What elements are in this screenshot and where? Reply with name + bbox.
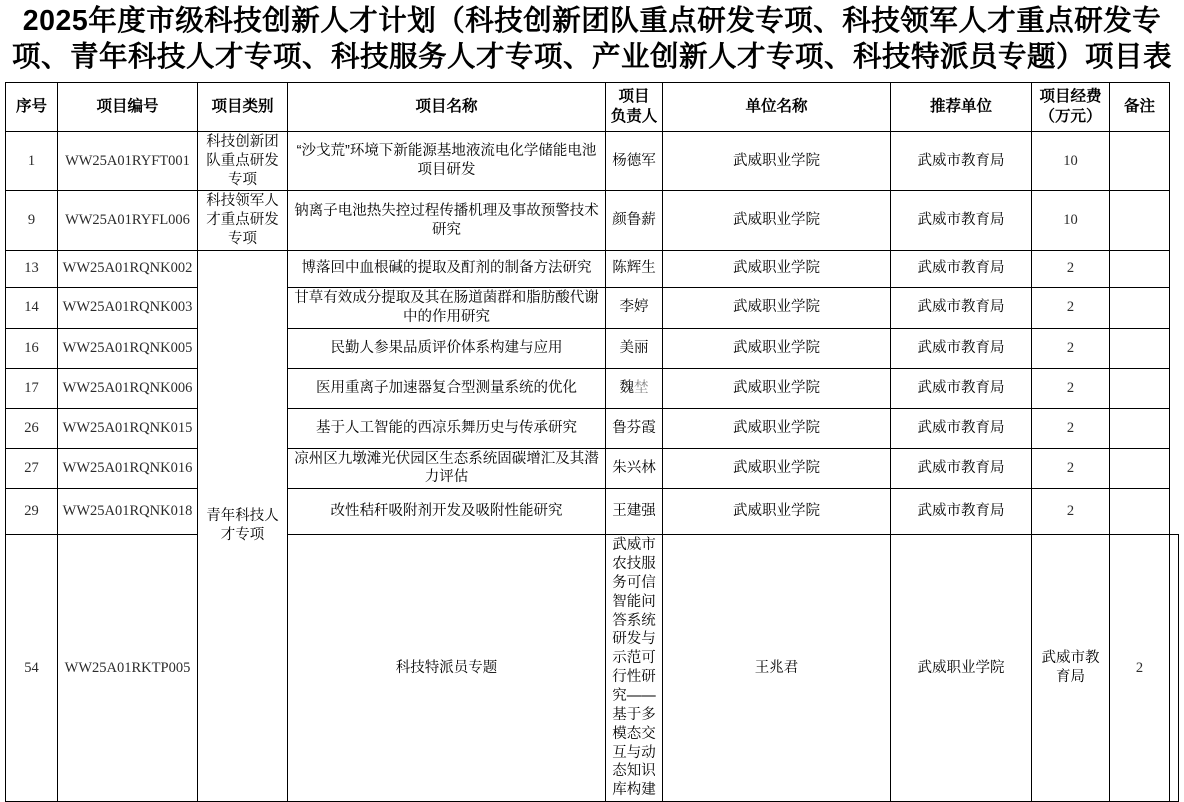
- cell-recommender: 武威市教育局: [891, 250, 1032, 287]
- cell-project-category: 科技领军人才重点研发专项: [198, 191, 288, 251]
- cell-org-name: 武威职业学院: [663, 250, 891, 287]
- header-recommender: 推荐单位: [891, 82, 1032, 131]
- cell-project-name: 武威市农技服务可信智能问答系统研发与示范可行性研究——基于多模态交互与动态知识库构建: [606, 535, 663, 802]
- cell-org-name: 武威职业学院: [663, 489, 891, 535]
- cell-project-leader: [606, 408, 663, 448]
- cell-org-name: 武威职业学院: [663, 328, 891, 368]
- cell-org-name: 武威职业学院: [663, 191, 891, 251]
- cell-note: [1110, 250, 1170, 287]
- cell-funding: 2: [1032, 408, 1110, 448]
- cell-project-code: WW25A01RQNK006: [58, 368, 198, 408]
- cell-funding: 2: [1032, 287, 1110, 328]
- cell-recommender: 武威市教育局: [1032, 535, 1110, 802]
- cell-recommender: 武威市教育局: [891, 131, 1032, 191]
- cell-project-leader: [606, 287, 663, 328]
- cell-project-code: WW25A01RQNK018: [58, 489, 198, 535]
- cell-note: [1110, 408, 1170, 448]
- header-seq: 序号: [6, 82, 58, 131]
- header-project-leader: 项目 负责人: [606, 82, 663, 131]
- leader-name: 颜鲁薪: [612, 212, 656, 229]
- cell-project-code: WW25A01RQNK005: [58, 328, 198, 368]
- header-funding: 项目经费 （万元）: [1032, 82, 1110, 131]
- cell-note: [1110, 368, 1170, 408]
- cell-recommender: 武威市教育局: [891, 328, 1032, 368]
- table-row: [6, 448, 1179, 489]
- cell-project-leader: [606, 250, 663, 287]
- cell-project-leader: [606, 191, 663, 251]
- cell-funding: 2: [1032, 489, 1110, 535]
- cell-seq: 29: [6, 489, 58, 535]
- table-row: [6, 328, 1179, 368]
- cell-seq: 27: [6, 448, 58, 489]
- cell-recommender: 武威市教育局: [891, 287, 1032, 328]
- cell-project-leader: [606, 368, 663, 408]
- table-row: [6, 287, 1179, 328]
- cell-project-category: 青年科技人才专项: [198, 250, 288, 801]
- cell-org-name: 武威职业学院: [891, 535, 1032, 802]
- leader-name: 朱兴林: [612, 459, 656, 476]
- cell-org-name: 武威职业学院: [663, 368, 891, 408]
- cell-project-name: 基于人工智能的西凉乐舞历史与传承研究: [288, 408, 606, 448]
- leader-name: 美丽: [619, 339, 649, 356]
- cell-project-name: 甘草有效成分提取及其在肠道菌群和脂肪酸代谢中的作用研究: [288, 287, 606, 328]
- cell-recommender: 武威市教育局: [891, 448, 1032, 489]
- cell-org-name: 武威职业学院: [663, 287, 891, 328]
- cell-recommender: 武威市教育局: [891, 408, 1032, 448]
- cell-project-code: WW25A01RQNK016: [58, 448, 198, 489]
- table-row: [6, 250, 1179, 287]
- cell-funding: 10: [1032, 131, 1110, 191]
- leader-name: 李婷: [619, 299, 649, 316]
- cell-note: [1110, 131, 1170, 191]
- cell-org-name: 武威职业学院: [663, 448, 891, 489]
- cell-seq: 17: [6, 368, 58, 408]
- table-row: [6, 191, 1179, 251]
- cell-project-code: WW25A01RQNK015: [58, 408, 198, 448]
- cell-recommender: 武威市教育局: [891, 368, 1032, 408]
- leader-name: 陈辉生: [612, 260, 656, 277]
- leader-name: 王兆君: [754, 659, 799, 676]
- cell-project-leader: [606, 489, 663, 535]
- cell-seq: 16: [6, 328, 58, 368]
- table-header-row: [6, 82, 1179, 131]
- leader-name: 王建强: [612, 503, 656, 520]
- cell-note: [1110, 191, 1170, 251]
- cell-funding: 2: [1032, 448, 1110, 489]
- header-note: 备注: [1110, 82, 1170, 131]
- cell-seq: 54: [6, 535, 58, 802]
- cell-recommender: 武威市教育局: [891, 489, 1032, 535]
- table-row: [6, 131, 1179, 191]
- cell-project-leader: [606, 131, 663, 191]
- cell-funding: 2: [1032, 368, 1110, 408]
- leader-name-fallback-glyph: 埜: [634, 379, 649, 396]
- leader-name: 杨德军: [612, 152, 656, 169]
- cell-project-name: 博落回中血根碱的提取及酊剂的制备方法研究: [288, 250, 606, 287]
- cell-project-name: 钠离子电池热失控过程传播机理及事故预警技术研究: [288, 191, 606, 251]
- header-project-code: 项目编号: [58, 82, 198, 131]
- cell-note: [1110, 489, 1170, 535]
- cell-note: [1110, 448, 1170, 489]
- page-title: 2025年度市级科技创新人才计划（科技创新团队重点研发专项、科技领军人才重点研发专项、青年科技人才专项、科技服务人才专项、产业创新人才专项、科技特派员专题）项目表: [11, 5, 1172, 73]
- header-org-name: 单位名称: [663, 82, 891, 131]
- header-project-name: 项目名称: [288, 82, 606, 131]
- cell-project-code: WW25A01RQNK003: [58, 287, 198, 328]
- cell-recommender: 武威市教育局: [891, 191, 1032, 251]
- cell-project-code: WW25A01RYFT001: [58, 131, 198, 191]
- table-row: [6, 408, 1179, 448]
- cell-project-name: 改性秸秆吸附剂开发及吸附性能研究: [288, 489, 606, 535]
- cell-funding: 2: [1032, 250, 1110, 287]
- cell-funding: 2: [1110, 535, 1170, 802]
- cell-seq: 26: [6, 408, 58, 448]
- cell-project-code: WW25A01RYFL006: [58, 191, 198, 251]
- cell-funding: 10: [1032, 191, 1110, 251]
- cell-project-name: “沙戈荒”环境下新能源基地液流电化学储能电池 项目研发: [288, 131, 606, 191]
- cell-note: [1110, 328, 1170, 368]
- table-body: [6, 131, 1179, 801]
- cell-project-category: 科技特派员专题: [288, 535, 606, 802]
- cell-project-name: 凉州区九墩滩光伏园区生态系统固碳增汇及其潜力评估: [288, 448, 606, 489]
- cell-project-code: WW25A01RKTP005: [58, 535, 198, 802]
- cell-project-leader: [606, 328, 663, 368]
- cell-org-name: 武威职业学院: [663, 408, 891, 448]
- table-row: [6, 535, 1179, 802]
- cell-project-leader: [606, 448, 663, 489]
- cell-seq: 13: [6, 250, 58, 287]
- table-row: [6, 368, 1179, 408]
- cell-note: [1110, 287, 1170, 328]
- cell-project-name: 民勤人参果品质评价体系构建与应用: [288, 328, 606, 368]
- cell-seq: 14: [6, 287, 58, 328]
- cell-org-name: 武威职业学院: [663, 131, 891, 191]
- cell-project-code: WW25A01RQNK002: [58, 250, 198, 287]
- cell-seq: 9: [6, 191, 58, 251]
- cell-project-category: 科技创新团队重点研发专项: [198, 131, 288, 191]
- cell-seq: 1: [6, 131, 58, 191]
- cell-project-leader: [663, 535, 891, 802]
- table-row: [6, 489, 1179, 535]
- cell-project-name: 医用重离子加速器复合型测量系统的优化: [288, 368, 606, 408]
- header-project-category: 项目类别: [198, 82, 288, 131]
- cell-note: [1170, 535, 1179, 802]
- leader-name: 鲁芬霞: [612, 419, 656, 436]
- projects-table: [5, 82, 1179, 802]
- cell-funding: 2: [1032, 328, 1110, 368]
- leader-name: 魏: [619, 379, 634, 396]
